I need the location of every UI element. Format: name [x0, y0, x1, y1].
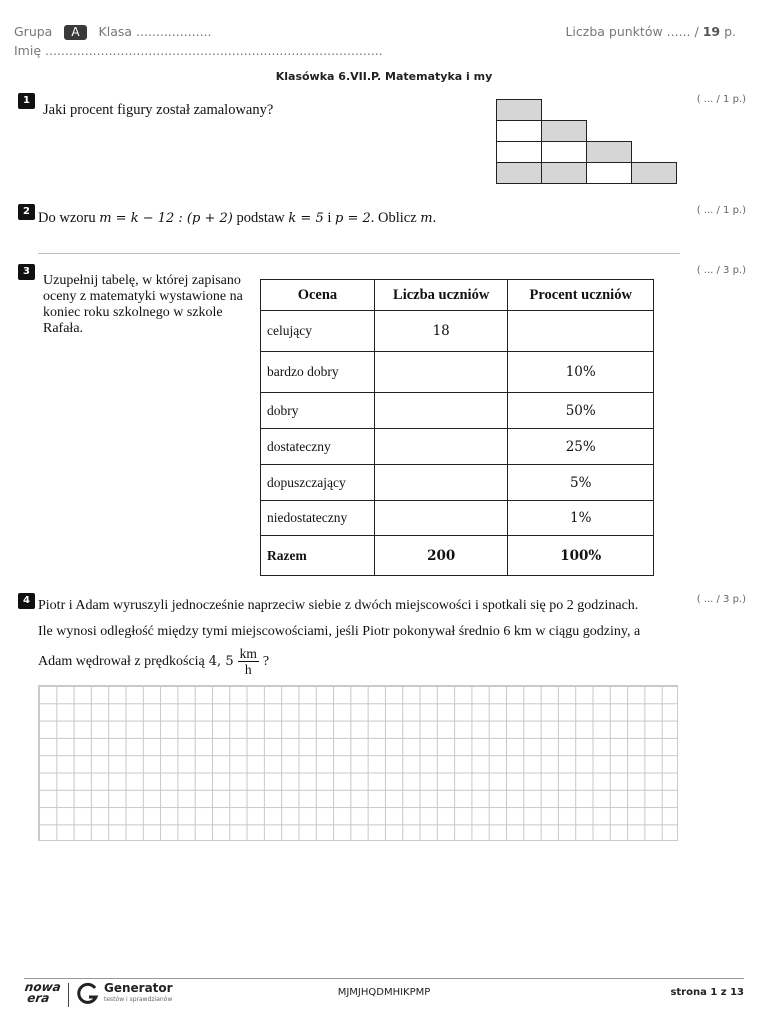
grupa-badge: A [64, 25, 86, 40]
page-indicator: strona 1 z 13 [670, 987, 744, 998]
task-4-line-3-end: ? [262, 653, 270, 669]
grade-percent: 50% [508, 393, 654, 429]
task-4-line-3-text: Adam wędrował z prędkością [38, 653, 205, 669]
klasa-field: Klasa ................... [98, 24, 212, 39]
grade-name: niedostateczny [261, 501, 375, 536]
header-liczba: Liczba uczniów [374, 280, 508, 311]
task-2-text-d: . Oblicz [370, 210, 417, 226]
total-label: Razem [261, 536, 375, 576]
nowa-era-logo-line-2: era [26, 991, 51, 1005]
points-max: 19 [702, 24, 721, 39]
grade-percent: 10% [508, 352, 654, 393]
grade-name: dostateczny [261, 429, 375, 465]
figure-cell [586, 162, 632, 184]
task-4-line-1: Piotr i Adam wyruszyli jednocześnie naprzeciw siebie z dwóch miejscowości i spotkali się po 2 godzinach. [38, 598, 639, 613]
grade-name: dopuszczający [261, 465, 375, 501]
grade-count[interactable] [374, 393, 508, 429]
grade-name: celujący [261, 311, 375, 352]
table-row [261, 393, 654, 429]
task-2-text-e: . [432, 210, 437, 226]
task-3-question: Uzupełnij tabelę, w której zapisano oceny z matematyki wystawione na koniec roku szkolnego w szkole Rafała. [43, 273, 243, 336]
table-row [261, 352, 654, 393]
task-1-number: 1 [18, 93, 35, 109]
section-divider [38, 253, 680, 254]
grade-count[interactable] [374, 429, 508, 465]
task-2-number: 2 [18, 204, 35, 220]
table-row [261, 429, 654, 465]
grade-count[interactable]: 18 [374, 311, 508, 352]
figure-cell [631, 162, 677, 184]
table-row [261, 311, 654, 352]
table-row [261, 465, 654, 501]
generator-subtitle: testów i sprawdzianów [104, 996, 173, 1003]
imie-field: Imię ..................................................................................... [14, 43, 383, 58]
document-code: MJMJHQDMHIKPMP [337, 987, 431, 998]
task-2-var: m [420, 211, 433, 226]
task-4-speed: 4, 5 [208, 653, 234, 669]
fraction-denominator: h [244, 662, 252, 677]
figure-cell [496, 99, 542, 121]
generator-title: Generator [104, 981, 173, 995]
total-percent: 100% [508, 536, 654, 576]
task-2-sub-p: p = 2 [335, 211, 371, 226]
grade-count[interactable] [374, 465, 508, 501]
task-3-points: ( ... / 3 p.) [696, 265, 746, 276]
grade-count[interactable] [374, 352, 508, 393]
task-4-line-2: Ile wynosi odległość między tymi miejscowościami, jeśli Piotr pokonywał średnio 6 km w ciągu godziny, a [38, 624, 641, 639]
footer-divider [24, 978, 744, 979]
task-2-sub-k: k = 5 [288, 211, 324, 226]
task-2-text-b: podstaw [236, 210, 285, 226]
task-4-number: 4 [18, 593, 35, 609]
table-header-row [261, 280, 654, 311]
figure-cell [541, 120, 587, 142]
header-procent: Procent uczniów [508, 280, 654, 311]
total-count: 200 [374, 536, 508, 576]
table-total-row [261, 536, 654, 576]
grades-table [260, 279, 654, 576]
points-unit: p. [724, 24, 736, 39]
figure-cell [586, 141, 632, 163]
points-summary [565, 24, 736, 39]
grade-percent: 5% [508, 465, 654, 501]
figure-cell [496, 162, 542, 184]
figure-cell [541, 162, 587, 184]
task-1-points: ( ... / 1 p.) [696, 94, 746, 105]
grade-name: dobry [261, 393, 375, 429]
grade-percent[interactable] [508, 311, 654, 352]
staircase-figure [496, 99, 680, 187]
grade-name: bardzo dobry [261, 352, 375, 393]
task-2-text-c: i [327, 210, 332, 226]
grade-percent: 25% [508, 429, 654, 465]
task-2-formula: m = k − 12 : (p + 2) [99, 211, 233, 226]
figure-cell [541, 141, 587, 163]
speed-unit-fraction [238, 646, 259, 677]
answer-grid[interactable] [38, 685, 678, 841]
task-4-points: ( ... / 3 p.) [696, 594, 746, 605]
table-row [261, 501, 654, 536]
fraction-numerator: km [239, 646, 257, 661]
points-label: Liczba punktów ...... / [565, 24, 699, 39]
task-2-question [38, 209, 436, 228]
task-3-number: 3 [18, 264, 35, 280]
header-group-row [14, 24, 212, 40]
grade-count[interactable] [374, 501, 508, 536]
task-1-question: Jaki procent figury został zamalowany? [43, 102, 274, 118]
nowa-era-logo-line-1: nowa [23, 980, 62, 994]
task-2-points: ( ... / 1 p.) [696, 205, 746, 216]
grade-percent: 1% [508, 501, 654, 536]
figure-cell [496, 120, 542, 142]
document-title: Klasówka 6.VII.P. Matematyka i my [275, 70, 493, 83]
task-2-text-a: Do wzoru [38, 210, 96, 226]
header-ocena: Ocena [261, 280, 375, 311]
grupa-label: Grupa [14, 24, 53, 39]
figure-cell [496, 141, 542, 163]
task-4-line-3 [38, 646, 269, 677]
